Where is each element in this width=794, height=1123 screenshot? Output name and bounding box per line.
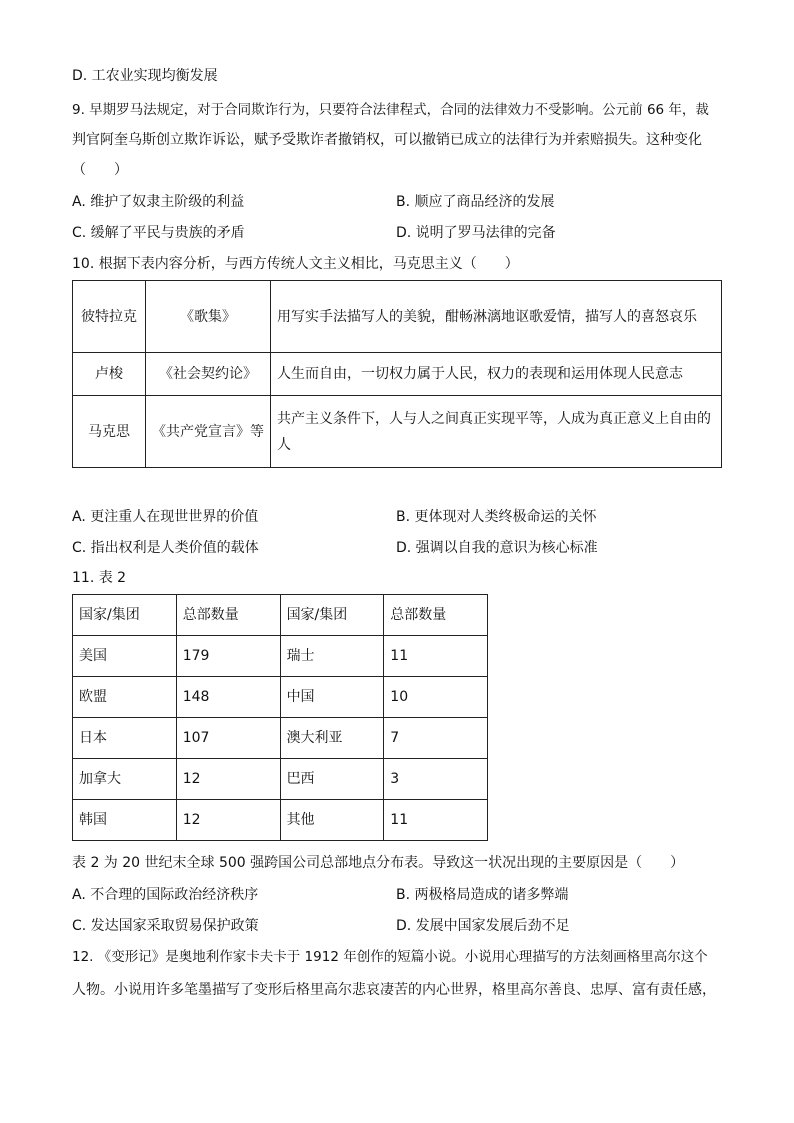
q9-option-a: A. 维护了奴隶主阶级的利益 [72, 194, 245, 210]
q11-option-a: A. 不合理的国际政治经济秩序 [72, 887, 259, 903]
table-header-cell: 国家/集团 [280, 595, 384, 636]
table-cell: 其他 [280, 800, 384, 841]
table-cell: 加拿大 [73, 759, 177, 800]
q9-stem-line2: 判官阿奎乌斯创立欺诈诉讼，赋予受欺诈者撤销权，可以撤销已成立的法律行为并索赔损失。这种变化 [72, 132, 702, 148]
table-cell: 12 [176, 759, 280, 800]
table-cell: 欧盟 [73, 677, 177, 718]
table-cell: 11 [384, 636, 488, 677]
table-header-row [73, 595, 488, 636]
q12-stem-line1: 12. 《变形记》是奥地利作家卡夫卡于 1912 年创作的短篇小说。小说用心理描写的方法刻画格里高尔这个 [72, 949, 708, 965]
table-cell: 107 [176, 718, 280, 759]
q10-stem: 10. 根据下表内容分析，与西方传统人文主义相比，马克思主义（ ） [72, 256, 519, 272]
table-cell: 马克思 [73, 396, 146, 468]
q10-option-a: A. 更注重人在现世世界的价值 [72, 509, 259, 525]
table-cell: 148 [176, 677, 280, 718]
q10-option-b: B. 更体现对人类终极命运的关怀 [396, 509, 597, 525]
table-cell: 11 [384, 800, 488, 841]
table-cell: 巴西 [280, 759, 384, 800]
table-cell: 美国 [73, 636, 177, 677]
q9-option-c: C. 缓解了平民与贵族的矛盾 [72, 225, 245, 241]
q11-option-d: D. 发展中国家发展后劲不足 [396, 918, 570, 934]
table-cell: 澳大利亚 [280, 718, 384, 759]
q12-stem-line2: 人物。小说用许多笔墨描写了变形后格里高尔悲哀凄苦的内心世界，格里高尔善良、忠厚、富有责任感， [72, 982, 716, 998]
table-cell: 《共产党宣言》等 [146, 396, 271, 468]
q9-option-d: D. 说明了罗马法律的完备 [396, 225, 556, 241]
q11-stem: 表 2 为 20 世纪末全球 500 强跨国公司总部地点分布表。导致这一状况出现的主要原因是（ ） [72, 855, 685, 871]
table-cell: 《歌集》 [146, 281, 271, 353]
table-cell: 彼特拉克 [73, 281, 146, 353]
table-row [73, 759, 488, 800]
q9-option-b: B. 顺应了商品经济的发展 [396, 194, 555, 210]
table-cell: 179 [176, 636, 280, 677]
table-cell: 7 [384, 718, 488, 759]
table-header-cell: 总部数量 [384, 595, 488, 636]
table-cell: 3 [384, 759, 488, 800]
table-cell: 10 [384, 677, 488, 718]
table-row [73, 281, 722, 353]
table-row [73, 718, 488, 759]
table-header-cell: 总部数量 [176, 595, 280, 636]
q8-option-d: D. 工农业实现均衡发展 [72, 68, 218, 84]
table-row [73, 636, 488, 677]
table-row [73, 396, 722, 468]
table-cell: 日本 [73, 718, 177, 759]
q10-option-d: D. 强调以自我的意识为核心标准 [396, 540, 598, 556]
table-cell: 韩国 [73, 800, 177, 841]
table-cell: 12 [176, 800, 280, 841]
q11-option-b: B. 两极格局造成的诸多弊端 [396, 887, 569, 903]
table-cell: 人生而自由，一切权力属于人民，权力的表现和运用体现人民意志 [271, 353, 722, 396]
table-header-cell: 国家/集团 [73, 595, 177, 636]
table-row [73, 353, 722, 396]
table-cell: 用写实手法描写人的美貌，酣畅淋漓地讴歌爱情，描写人的喜怒哀乐 [271, 281, 722, 353]
q11-label: 11. 表 2 [72, 570, 127, 586]
q10-option-c: C. 指出权利是人类价值的载体 [72, 540, 259, 556]
table-cell: 中国 [280, 677, 384, 718]
q9-stem-line3: （ ） [72, 162, 128, 178]
table-cell: 卢梭 [73, 353, 146, 396]
table-cell: 瑞士 [280, 636, 384, 677]
q10-table [72, 280, 722, 468]
q11-table [72, 594, 488, 841]
q9-stem-line1: 9. 早期罗马法规定，对于合同欺诈行为，只要符合法律程式，合同的法律效力不受影响。公元前 66 年，裁 [72, 102, 709, 118]
table-cell: 共产主义条件下，人与人之间真正实现平等，人成为真正意义上自由的人 [271, 396, 722, 468]
table-row [73, 677, 488, 718]
table-cell: 《社会契约论》 [146, 353, 271, 396]
q11-option-c: C. 发达国家采取贸易保护政策 [72, 918, 259, 934]
table-row [73, 800, 488, 841]
